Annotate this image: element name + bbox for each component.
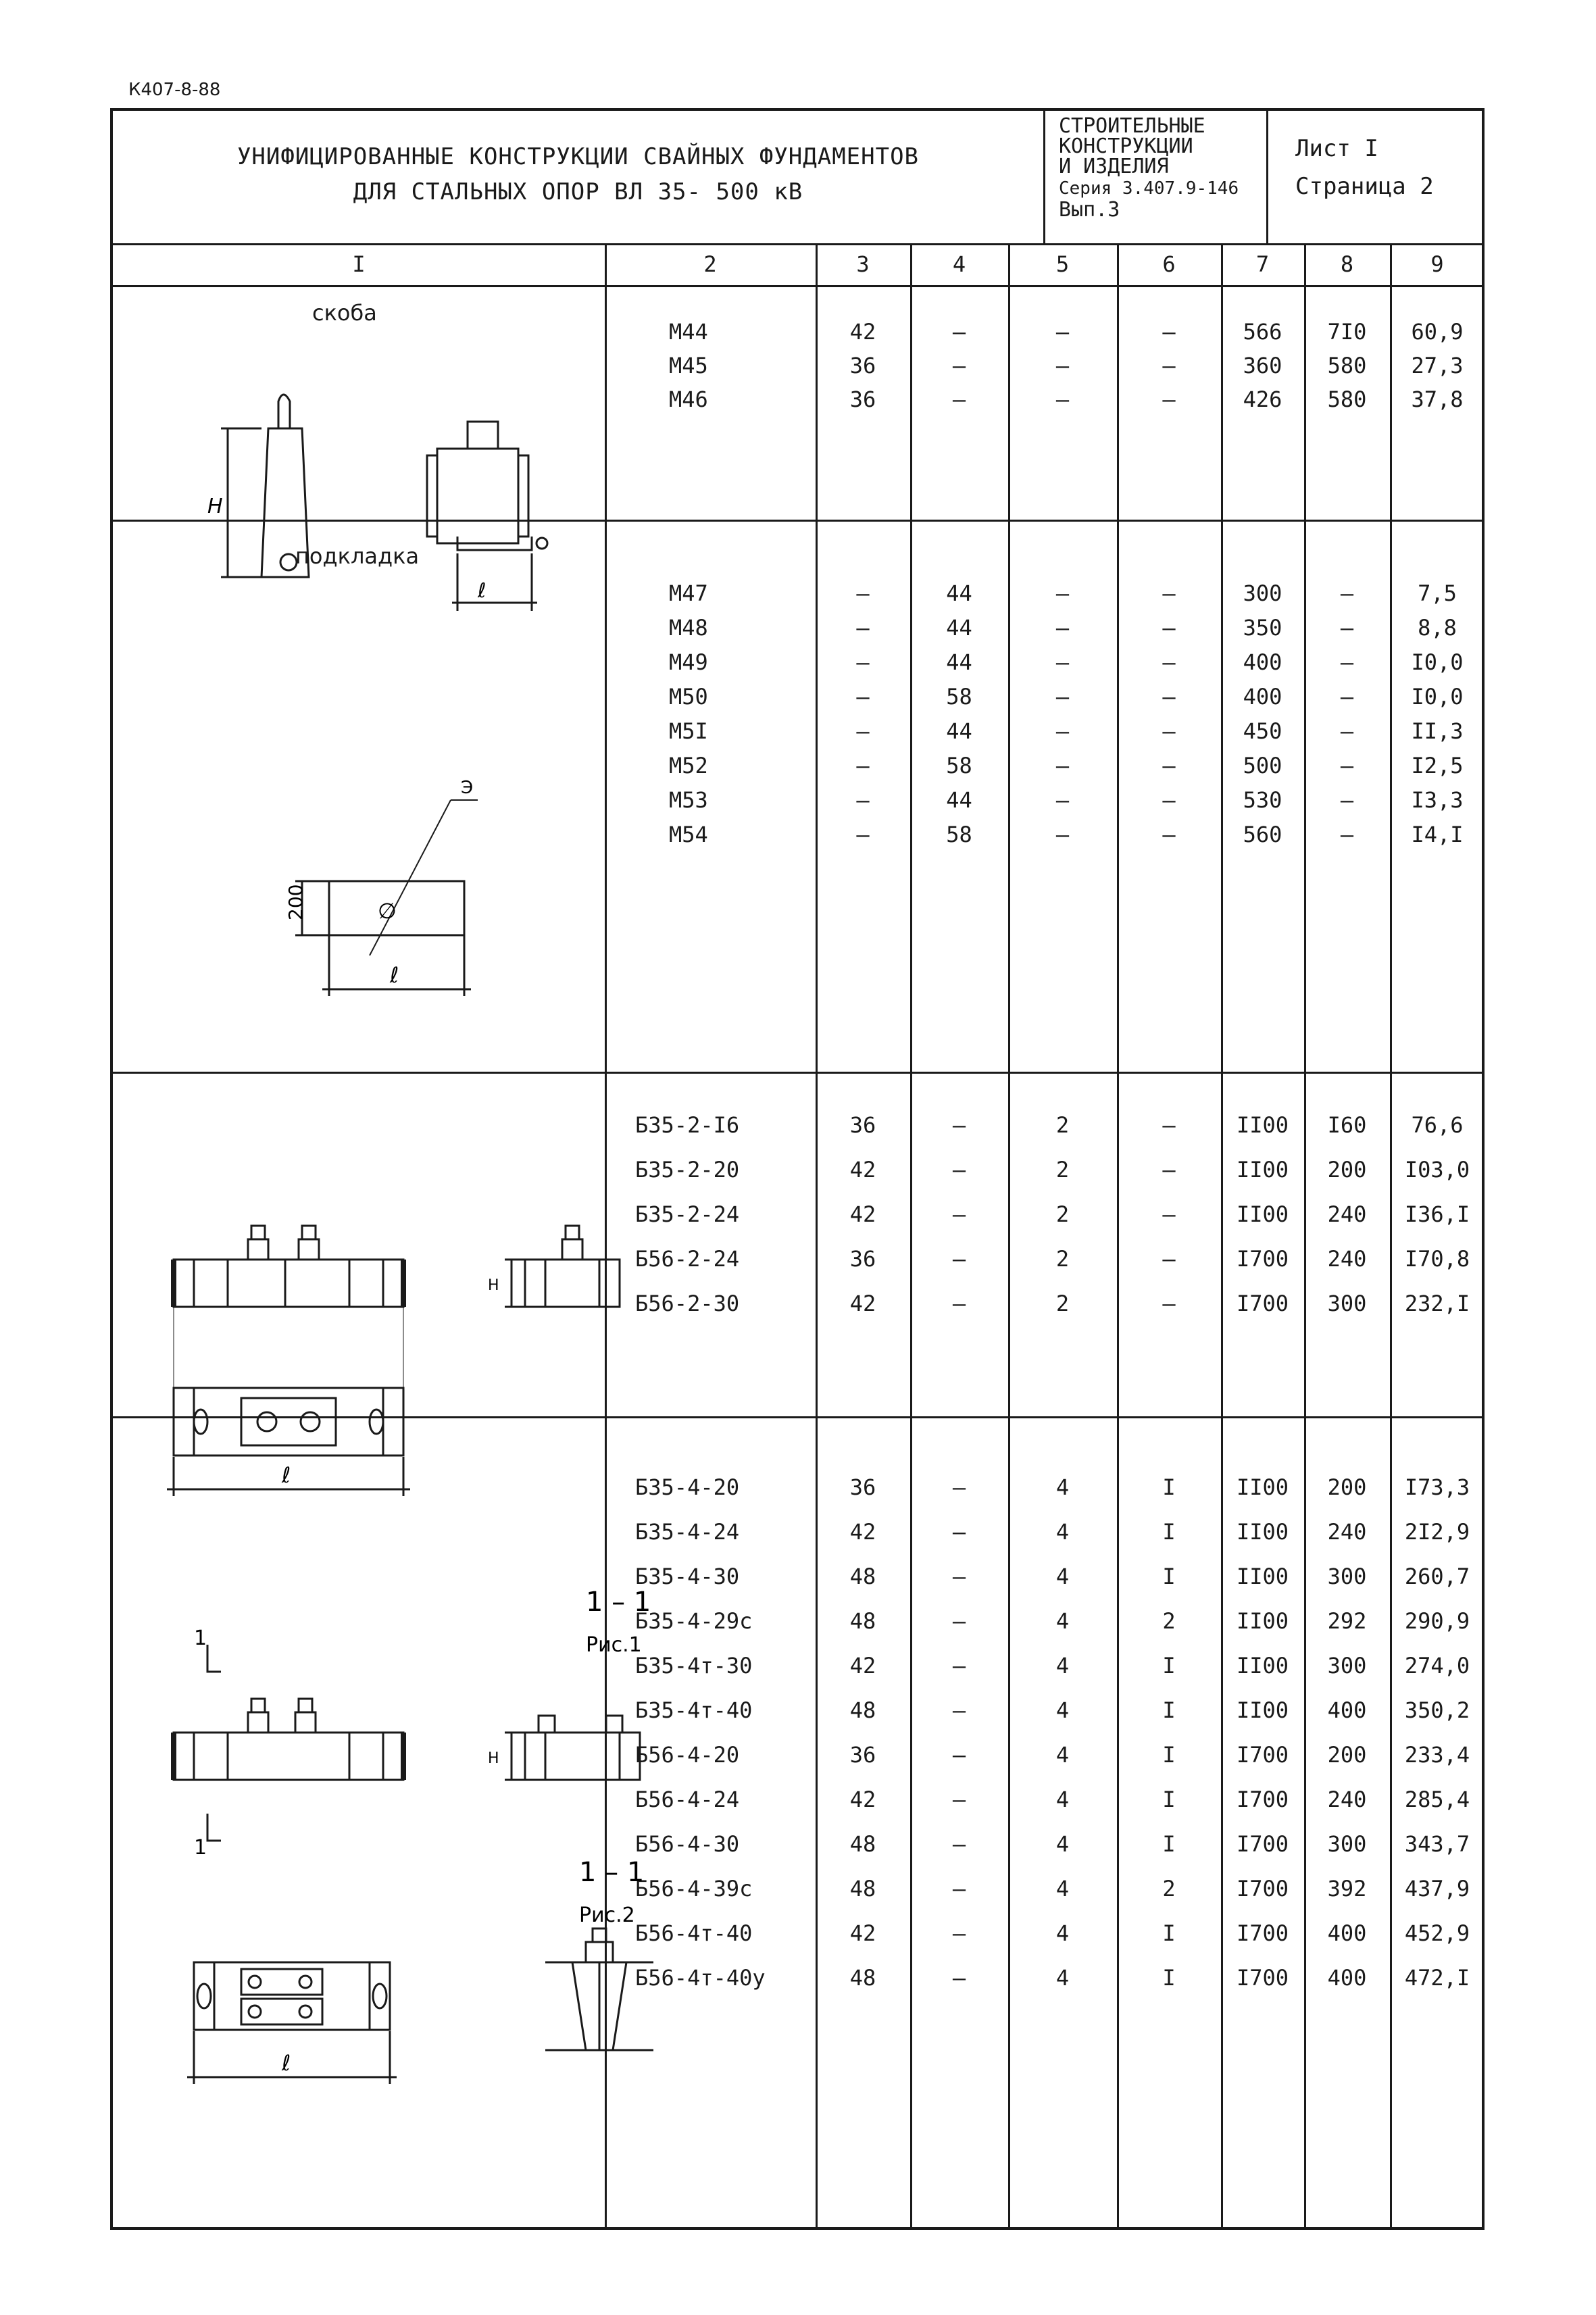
table-cell-col4: – [952, 1831, 966, 1857]
table-cell-col3: – [856, 580, 870, 606]
title-cell [113, 111, 1045, 243]
table-cell-col6: – [1162, 1157, 1176, 1183]
table-cell-col8: 400 [1327, 1697, 1367, 1723]
table-cell-col8: 240 [1327, 1519, 1367, 1545]
issue-number: Вып.3 [1059, 198, 1120, 222]
series-cell [1045, 111, 1268, 243]
table-cell-col3: 36 [849, 1474, 876, 1500]
document-code: К407-8-88 [128, 80, 221, 100]
table-cell-col4: – [952, 1608, 966, 1634]
table-cell-mark: Б35-4-29с [635, 1608, 753, 1634]
column-header-6: 6 [1162, 251, 1176, 277]
table-cell-col3: – [856, 649, 870, 675]
table-cell-col8: – [1340, 822, 1354, 847]
table-cell-col4: – [952, 1697, 966, 1723]
series-line3: И ИЗДЕЛИЯ [1059, 155, 1169, 178]
table-cell-col8: 292 [1327, 1608, 1367, 1634]
column-header-4: 4 [952, 251, 966, 277]
title-block [113, 111, 1482, 245]
table-cell-col7: 350 [1243, 615, 1282, 641]
table-cell-col7: 566 [1243, 319, 1282, 345]
table-cell-col6: I [1162, 1697, 1176, 1723]
table-cell-col7: 400 [1243, 684, 1282, 710]
table-cell-col9: 60,9 [1411, 319, 1464, 345]
table-cell-col4: – [952, 1157, 966, 1183]
table-cell-col6: I [1162, 1787, 1176, 1812]
table-cell-col4: – [952, 1246, 966, 1272]
section-title-shim-plate: подкладка [295, 543, 420, 569]
table-cell-col4: – [952, 1920, 966, 1946]
table-cell-col3: 42 [849, 1653, 876, 1678]
column-header-2: 2 [703, 251, 717, 277]
table-cell-col8: 7I0 [1327, 319, 1367, 345]
table-cell-col6: I [1162, 1519, 1176, 1545]
table-cell-col8: – [1340, 649, 1354, 675]
table-cell-col7: II00 [1236, 1201, 1289, 1227]
table-cell-mark: Б35-2-20 [635, 1157, 740, 1183]
bracket-label-h: H [207, 495, 223, 518]
table-cell-col4: – [952, 1653, 966, 1678]
table-cell-col9: 350,2 [1404, 1697, 1470, 1723]
table-cell-col8: 240 [1327, 1201, 1367, 1227]
table-cell-mark: Б56-4-24 [635, 1787, 740, 1812]
table-cell-col5: 2 [1055, 1291, 1070, 1316]
table-cell-mark: М48 [669, 615, 708, 641]
table-cell-col9: 2I2,9 [1404, 1519, 1470, 1545]
table-cell-col6: – [1162, 580, 1176, 606]
bracket-sketch [140, 320, 653, 631]
table-cell-col5: – [1055, 580, 1070, 606]
table-cell-mark: Б56-2-30 [635, 1291, 740, 1316]
table-cell-mark: М45 [669, 353, 708, 378]
series-line2: КОНСТРУКЦИИ [1059, 134, 1193, 158]
table-cell-col4: — [952, 353, 966, 378]
table-cell-col3: – [856, 684, 870, 710]
table-cell-col7: II00 [1236, 1474, 1289, 1500]
table-cell-col5: 2 [1055, 1201, 1070, 1227]
table-cell-col3: 36 [849, 387, 876, 412]
crossbar4-label-h: H [488, 1750, 499, 1767]
table-cell-col3: 36 [849, 353, 876, 378]
table-cell-col4: — [952, 387, 966, 412]
table-cell-col8: 400 [1327, 1920, 1367, 1946]
table-cell-col4: – [952, 1201, 966, 1227]
table-cell-col3: 42 [849, 1157, 876, 1183]
table-cell-col5: 4 [1055, 1564, 1070, 1589]
table-cell-col5: – [1055, 787, 1070, 813]
table-cell-col9: 290,9 [1404, 1608, 1470, 1634]
table-cell-col6: – [1162, 319, 1176, 345]
table-cell-col4: 44 [946, 615, 972, 641]
table-cell-col5: – [1055, 615, 1070, 641]
table-cell-col7: 400 [1243, 649, 1282, 675]
table-cell-col4: 58 [946, 753, 972, 778]
crossbar4-section-1: 1 – 1 [586, 1587, 651, 1618]
table-cell-mark: Б56-4т-40 [635, 1920, 753, 1946]
table-cell-col4: 58 [946, 822, 972, 847]
table-cell-mark: Б56-4-39с [635, 1876, 753, 1901]
table-cell-col5: 2 [1055, 1112, 1070, 1138]
table-cell-col3: 48 [849, 1831, 876, 1857]
table-cell-col7: I700 [1236, 1246, 1289, 1272]
table-cell-mark: Б35-2-I6 [635, 1112, 740, 1138]
table-cell-col8: 400 [1327, 1965, 1367, 1991]
table-cell-col7: I700 [1236, 1831, 1289, 1857]
table-cell-col3: 48 [849, 1697, 876, 1723]
table-cell-col9: II,3 [1411, 718, 1464, 744]
table-cell-col3: 36 [849, 1246, 876, 1272]
table-cell-col9: I03,0 [1404, 1157, 1470, 1183]
table-cell-mark: М46 [669, 387, 708, 412]
column-header-9: 9 [1430, 251, 1444, 277]
table-cell-col8: 300 [1327, 1291, 1367, 1316]
table-cell-col6: – [1162, 387, 1176, 412]
table-cell-col7: 360 [1243, 353, 1282, 378]
table-cell-mark: М50 [669, 684, 708, 710]
table-cell-col8: I60 [1327, 1112, 1367, 1138]
table-cell-col4: – [952, 1876, 966, 1901]
table-cell-mark: Б35-4т-30 [635, 1653, 753, 1678]
column-header-5: 5 [1055, 251, 1070, 277]
table-cell-col9: 472,I [1404, 1965, 1470, 1991]
table-cell-col6: I [1162, 1474, 1176, 1500]
table-cell-col3: – [856, 753, 870, 778]
table-cell-col7: 426 [1243, 387, 1282, 412]
shim-label-e: Э [461, 778, 474, 798]
table-cell-col5: 4 [1055, 1742, 1070, 1768]
table-cell-col9: 7,5 [1418, 580, 1457, 606]
table-cell-col9: 285,4 [1404, 1787, 1470, 1812]
table-cell-col3: – [856, 718, 870, 744]
table-cell-col9: I4,I [1411, 822, 1464, 847]
table-cell-col4: – [952, 1965, 966, 1991]
table-cell-col7: II00 [1236, 1564, 1289, 1589]
table-cell-col3: – [856, 787, 870, 813]
table-cell-col6: – [1162, 353, 1176, 378]
table-cell-col4: 44 [946, 787, 972, 813]
table-cell-col7: I700 [1236, 1965, 1289, 1991]
table-cell-col8: 300 [1327, 1653, 1367, 1678]
table-cell-mark: Б35-4т-40 [635, 1697, 753, 1723]
table-cell-col5: 4 [1055, 1474, 1070, 1500]
series-line1: СТРОИТЕЛЬНЫЕ [1059, 114, 1205, 138]
table-cell-col9: 8,8 [1418, 615, 1457, 641]
table-cell-col5: – [1055, 822, 1070, 847]
table-cell-col5: 4 [1055, 1876, 1070, 1901]
table-cell-col5: 4 [1055, 1608, 1070, 1634]
table-cell-col3: 48 [849, 1876, 876, 1901]
table-cell-col6: – [1162, 1201, 1176, 1227]
table-cell-col7: I700 [1236, 1876, 1289, 1901]
table-cell-col3: 42 [849, 1201, 876, 1227]
table-cell-col3: 48 [849, 1608, 876, 1634]
table-cell-col9: 260,7 [1404, 1564, 1470, 1589]
table-cell-col5: 4 [1055, 1519, 1070, 1545]
table-cell-col8: – [1340, 615, 1354, 641]
table-cell-col7: II00 [1236, 1519, 1289, 1545]
crossbar-2bolt-sketch [147, 1205, 674, 1543]
table-cell-col4: 44 [946, 718, 972, 744]
crossbar4-label-l: ℓ [282, 2050, 291, 2076]
table-cell-col8: – [1340, 718, 1354, 744]
table-cell-col6: I [1162, 1564, 1176, 1589]
table-cell-col6: 2 [1162, 1608, 1176, 1634]
table-cell-col6: – [1162, 649, 1176, 675]
table-cell-col6: 2 [1162, 1876, 1176, 1901]
table-cell-col9: I3,3 [1411, 787, 1464, 813]
table-cell-mark: М44 [669, 319, 708, 345]
table-cell-col9: I73,3 [1404, 1474, 1470, 1500]
table-cell-col6: I [1162, 1965, 1176, 1991]
sheet-number: Лист I [1295, 135, 1378, 162]
column-header-7: 7 [1255, 251, 1270, 277]
table-cell-col7: 500 [1243, 753, 1282, 778]
table-cell-col3: 48 [849, 1965, 876, 1991]
table-cell-col4: – [952, 1519, 966, 1545]
table-cell-col8: 240 [1327, 1787, 1367, 1812]
table-cell-col6: – [1162, 1291, 1176, 1316]
document-title-line1: УНИФИЦИРОВАННЫЕ КОНСТРУКЦИИ СВАЙНЫХ ФУНДАМЕНТОВ [236, 143, 920, 170]
table-cell-col9: 27,3 [1411, 353, 1464, 378]
table-cell-col8: 580 [1327, 387, 1367, 412]
table-cell-mark: М47 [669, 580, 708, 606]
bracket-label-l: ℓ [478, 579, 487, 603]
table-cell-col9: 452,9 [1404, 1920, 1470, 1946]
table-cell-col4: – [952, 1742, 966, 1768]
table-cell-mark: Б35-4-24 [635, 1519, 740, 1545]
table-cell-col9: 37,8 [1411, 387, 1464, 412]
table-cell-col7: I700 [1236, 1920, 1289, 1946]
table-cell-col6: – [1162, 787, 1176, 813]
table-cell-col7: I700 [1236, 1742, 1289, 1768]
table-cell-col9: 76,6 [1411, 1112, 1464, 1138]
table-cell-col9: I2,5 [1411, 753, 1464, 778]
table-cell-col5: 4 [1055, 1965, 1070, 1991]
table-cell-col8: 300 [1327, 1831, 1367, 1857]
shim-label-diameter: ∅ [378, 898, 397, 924]
table-cell-col5: 4 [1055, 1920, 1070, 1946]
table-cell-mark: Б56-4-20 [635, 1742, 740, 1768]
table-cell-col6: – [1162, 615, 1176, 641]
table-cell-col6: I [1162, 1742, 1176, 1768]
crossbar4-fig-2: Рис.2 [579, 1903, 635, 1927]
drawing-frame [110, 108, 1485, 2230]
table-cell-col7: II00 [1236, 1697, 1289, 1723]
table-cell-col6: I [1162, 1920, 1176, 1946]
table-cell-col8: – [1340, 580, 1354, 606]
table-cell-col5: – [1055, 649, 1070, 675]
crossbar2-label-l: ℓ [282, 1462, 291, 1488]
table-cell-mark: Б35-4-30 [635, 1564, 740, 1589]
table-cell-col6: – [1162, 822, 1176, 847]
table-cell-col4: 44 [946, 649, 972, 675]
table-cell-col5: – [1055, 319, 1070, 345]
table-cell-col5: – [1055, 718, 1070, 744]
table-cell-mark: М49 [669, 649, 708, 675]
table-cell-col7: II00 [1236, 1112, 1289, 1138]
table-cell-col4: – [952, 1291, 966, 1316]
table-cell-col9: I0,0 [1411, 649, 1464, 675]
table-cell-col4: – [952, 1112, 966, 1138]
table-cell-col8: – [1340, 753, 1354, 778]
column-header-3: 3 [856, 251, 870, 277]
table-cell-col8: 580 [1327, 353, 1367, 378]
table-cell-col3: – [856, 822, 870, 847]
table-cell-mark: Б56-2-24 [635, 1246, 740, 1272]
table-cell-mark: М54 [669, 822, 708, 847]
table-cell-col3: 42 [849, 1920, 876, 1946]
table-cell-col9: 274,0 [1404, 1653, 1470, 1678]
table-cell-col5: 4 [1055, 1831, 1070, 1857]
table-cell-col3: 42 [849, 1519, 876, 1545]
crossbar4-cut-lower: 1 [194, 1836, 207, 1860]
table-cell-col3: 42 [849, 1787, 876, 1812]
table-cell-col3: – [856, 615, 870, 641]
table-cell-col8: 240 [1327, 1246, 1367, 1272]
table-cell-col7: 530 [1243, 787, 1282, 813]
table-cell-mark: Б35-2-24 [635, 1201, 740, 1227]
crossbar2-label-h: H [488, 1277, 499, 1294]
table-cell-col8: 300 [1327, 1564, 1367, 1589]
table-cell-col8: 200 [1327, 1474, 1367, 1500]
column-header-1: I [352, 251, 366, 277]
table-cell-col9: 232,I [1404, 1291, 1470, 1316]
table-cell-col4: – [952, 1564, 966, 1589]
table-cell-col6: – [1162, 1246, 1176, 1272]
table-cell-col4: – [952, 1474, 966, 1500]
table-cell-col5: 4 [1055, 1697, 1070, 1723]
document-title-line2: ДЛЯ СТАЛЬНЫХ ОПОР ВЛ 35- 500 кВ [353, 178, 803, 205]
table-cell-col3: 42 [849, 319, 876, 345]
table-cell-col9: I0,0 [1411, 684, 1464, 710]
table-cell-col7: 450 [1243, 718, 1282, 744]
series-number: Серия 3.407.9-146 [1059, 178, 1239, 199]
page-number: Страница 2 [1295, 173, 1434, 200]
table-cell-col7: II00 [1236, 1653, 1289, 1678]
table-cell-col9: 343,7 [1404, 1831, 1470, 1857]
section-divider [113, 1072, 1482, 1074]
table-cell-mark: М52 [669, 753, 708, 778]
table-cell-col5: 2 [1055, 1157, 1070, 1183]
table-cell-col6: – [1162, 753, 1176, 778]
table-cell-col6: I [1162, 1653, 1176, 1678]
table-cell-col3: 36 [849, 1742, 876, 1768]
table-cell-col5: 4 [1055, 1653, 1070, 1678]
table-cell-col8: – [1340, 787, 1354, 813]
table-cell-col4: — [952, 319, 966, 345]
table-cell-col5: 4 [1055, 1787, 1070, 1812]
table-cell-col7: II00 [1236, 1608, 1289, 1634]
section-title-bracket: скоба [312, 300, 377, 326]
table-cell-col5: – [1055, 353, 1070, 378]
table-cell-col8: 200 [1327, 1157, 1367, 1183]
table-cell-col6: – [1162, 1112, 1176, 1138]
table-cell-mark: М53 [669, 787, 708, 813]
table-cell-mark: Б56-4-30 [635, 1831, 740, 1857]
crossbar4-fig-1: Рис.1 [586, 1633, 642, 1657]
table-cell-col9: I36,I [1404, 1201, 1470, 1227]
column-header-8: 8 [1340, 251, 1354, 277]
table-cell-col6: – [1162, 718, 1176, 744]
shim-label-l: ℓ [390, 962, 399, 988]
table-cell-col9: 437,9 [1404, 1876, 1470, 1901]
shim-label-200: 200 [284, 884, 307, 920]
table-cell-col9: 233,4 [1404, 1742, 1470, 1768]
table-cell-col5: 2 [1055, 1246, 1070, 1272]
table-cell-col7: II00 [1236, 1157, 1289, 1183]
shim-plate-sketch [234, 678, 640, 1043]
crossbar-4bolt-sketch [140, 1584, 674, 2138]
table-cell-col7: I700 [1236, 1787, 1289, 1812]
table-cell-col5: – [1055, 684, 1070, 710]
table-cell-col8: 392 [1327, 1876, 1367, 1901]
table-cell-mark: Б35-4-20 [635, 1474, 740, 1500]
table-cell-col5: – [1055, 387, 1070, 412]
table-cell-col7: I700 [1236, 1291, 1289, 1316]
table-cell-col3: 42 [849, 1291, 876, 1316]
table-cell-col7: 560 [1243, 822, 1282, 847]
table-cell-col5: – [1055, 753, 1070, 778]
column-header-row [113, 243, 1482, 287]
sheet-cell [1268, 111, 1485, 243]
table-cell-col9: I70,8 [1404, 1246, 1470, 1272]
table-cell-col7: 300 [1243, 580, 1282, 606]
table-cell-col4: 58 [946, 684, 972, 710]
table-cell-col3: 48 [849, 1564, 876, 1589]
table-cell-mark: М5I [669, 718, 708, 744]
table-cell-col4: – [952, 1787, 966, 1812]
table-cell-col4: 44 [946, 580, 972, 606]
table-cell-col8: – [1340, 684, 1354, 710]
table-cell-col6: I [1162, 1831, 1176, 1857]
table-cell-col3: 36 [849, 1112, 876, 1138]
table-cell-col6: – [1162, 684, 1176, 710]
table-cell-mark: Б56-4т-40у [635, 1965, 766, 1991]
crossbar4-cut-upper: 1 [194, 1626, 207, 1650]
table-cell-col8: 200 [1327, 1742, 1367, 1768]
crossbar4-section-2: 1 – 1 [579, 1857, 645, 1888]
